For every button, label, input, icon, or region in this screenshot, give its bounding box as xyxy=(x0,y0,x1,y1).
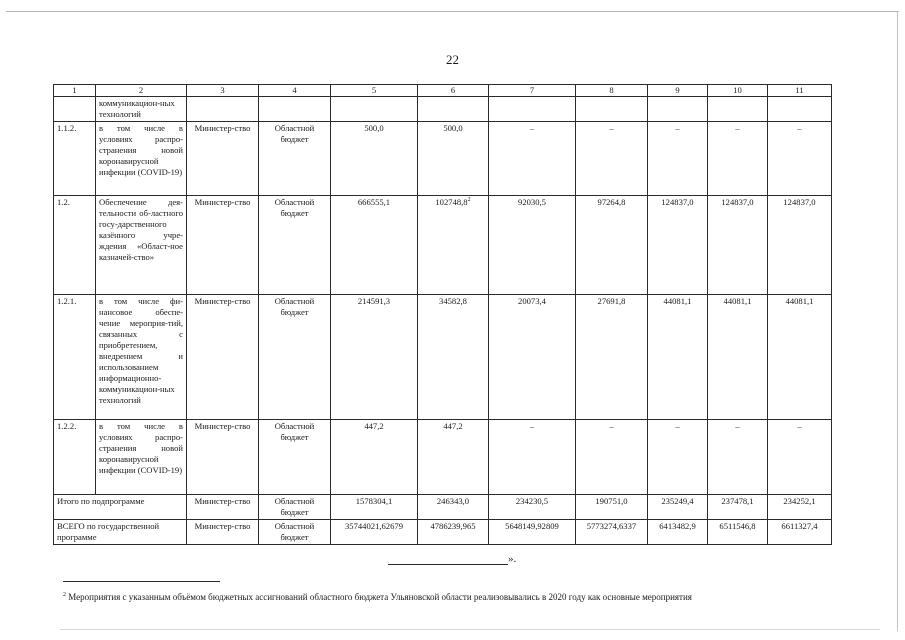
subtotal-col10: 237478,1 xyxy=(708,495,768,520)
cell-col10: – xyxy=(708,420,768,495)
total-col11: 6611327,4 xyxy=(768,520,832,545)
footnote-text: Мероприятия с указанным объёмом бюджетных ассигнований областного бюджета Ульяновской области реализовывались в 2020 году как основные мероприятия xyxy=(68,592,692,602)
subtotal-org: Министер-ство xyxy=(187,495,259,520)
row-number: 1.2. xyxy=(54,196,96,295)
cell-col10: 44081,1 xyxy=(708,295,768,420)
footnote-ref: 2 xyxy=(467,197,471,204)
row-number: 1.2.2. xyxy=(54,420,96,495)
table-row xyxy=(54,295,832,420)
cell-col8: – xyxy=(576,420,648,495)
subtotal-label: Итого по подпрограмме xyxy=(54,495,187,520)
cell-col9: – xyxy=(648,420,708,495)
cell-col5 xyxy=(331,97,418,122)
subtotal-col9: 235249,4 xyxy=(648,495,708,520)
cell-col6: 447,2 xyxy=(418,420,489,495)
cell-col6-value: 102748,8 xyxy=(435,197,468,207)
subtotal-col7: 234230,5 xyxy=(489,495,576,520)
cell-col11: 124837,0 xyxy=(768,196,832,295)
total-col9: 6413482,9 xyxy=(648,520,708,545)
table-row xyxy=(54,122,832,196)
row-org: Министер-ство xyxy=(187,122,259,196)
header-cell: 11 xyxy=(768,85,832,97)
header-cell: 6 xyxy=(418,85,489,97)
cell-col9: 124837,0 xyxy=(648,196,708,295)
subtotal-col8: 190751,0 xyxy=(576,495,648,520)
cell-col7 xyxy=(489,97,576,122)
header-cell: 1 xyxy=(54,85,96,97)
row-source: Областной бюджет xyxy=(259,122,331,196)
subtotal-col5: 1578304,1 xyxy=(331,495,418,520)
closing-mark: ». xyxy=(508,553,517,565)
subtotal-source: Областной бюджет xyxy=(259,495,331,520)
cell-col6 xyxy=(418,196,489,295)
row-number: 1.2.1. xyxy=(54,295,96,420)
header-cell: 4 xyxy=(259,85,331,97)
closing-rule xyxy=(388,554,508,565)
scan-border-right xyxy=(897,11,898,631)
total-row xyxy=(54,520,832,545)
header-cell: 9 xyxy=(648,85,708,97)
footnote-marker: 2 xyxy=(63,592,66,598)
table-row xyxy=(54,97,832,122)
cell-col5: 666555,1 xyxy=(331,196,418,295)
total-col7: 5648149,92809 xyxy=(489,520,576,545)
page-number: 22 xyxy=(446,52,459,67)
cell-col8 xyxy=(576,97,648,122)
total-source: Областной бюджет xyxy=(259,520,331,545)
scan-border-top xyxy=(6,11,899,12)
scan-edge-bottom xyxy=(60,629,880,630)
total-label: ВСЕГО по государственной программе xyxy=(54,520,187,545)
cell-col8: 97264,8 xyxy=(576,196,648,295)
row-org xyxy=(187,97,259,122)
footnote-separator xyxy=(63,581,220,582)
cell-col11: – xyxy=(768,122,832,196)
row-org: Министер-ство xyxy=(187,196,259,295)
table-row xyxy=(54,420,832,495)
header-cell: 5 xyxy=(331,85,418,97)
row-description: Обеспечение дея-тельности об-ластного госу-дарственного казённого учре-ждения «Област-ное казначей-ство» xyxy=(96,196,187,295)
cell-col9: – xyxy=(648,122,708,196)
row-org: Министер-ство xyxy=(187,420,259,495)
cell-col6 xyxy=(418,97,489,122)
row-number: 1.1.2. xyxy=(54,122,96,196)
subtotal-col11: 234252,1 xyxy=(768,495,832,520)
cell-col11: – xyxy=(768,420,832,495)
row-description: в том числе фи-нансовое обеспе-чение мероприя-тий, связанных с приобретением, внедрением и использованием информационно-коммуникацион-ных технологий xyxy=(96,295,187,420)
total-col10: 6511546,8 xyxy=(708,520,768,545)
cell-col11 xyxy=(768,97,832,122)
cell-col9: 44081,1 xyxy=(648,295,708,420)
header-cell: 7 xyxy=(489,85,576,97)
row-source: Областной бюджет xyxy=(259,196,331,295)
total-col5: 35744021,62679 xyxy=(331,520,418,545)
row-number xyxy=(54,97,96,122)
cell-col8: 27691,8 xyxy=(576,295,648,420)
cell-col7: 92030,5 xyxy=(489,196,576,295)
cell-col6: 500,0 xyxy=(418,122,489,196)
total-org: Министер-ство xyxy=(187,520,259,545)
column-number-row xyxy=(54,85,832,97)
cell-col7: – xyxy=(489,420,576,495)
header-cell: 8 xyxy=(576,85,648,97)
row-org: Министер-ство xyxy=(187,295,259,420)
cell-col10: – xyxy=(708,122,768,196)
table-row xyxy=(54,196,832,295)
cell-col5: 214591,3 xyxy=(331,295,418,420)
subtotal-col6: 246343,0 xyxy=(418,495,489,520)
header-cell: 10 xyxy=(708,85,768,97)
cell-col8: – xyxy=(576,122,648,196)
cell-col9 xyxy=(648,97,708,122)
row-source: Областной бюджет xyxy=(259,295,331,420)
row-description: в том числе в условиях распро-странения новой коронавирусной инфекции (COVID-19) xyxy=(96,122,187,196)
cell-col11: 44081,1 xyxy=(768,295,832,420)
cell-col7: – xyxy=(489,122,576,196)
total-col8: 5773274,6337 xyxy=(576,520,648,545)
row-description: коммуникацион-ных технологий xyxy=(96,97,187,122)
footnote xyxy=(63,592,692,602)
row-source: Областной бюджет xyxy=(259,420,331,495)
cell-col10: 124837,0 xyxy=(708,196,768,295)
subtotal-row xyxy=(54,495,832,520)
cell-col5: 500,0 xyxy=(331,122,418,196)
header-cell: 2 xyxy=(96,85,187,97)
cell-col5: 447,2 xyxy=(331,420,418,495)
total-col6: 4786239,965 xyxy=(418,520,489,545)
header-cell: 3 xyxy=(187,85,259,97)
budget-table xyxy=(53,84,832,545)
closing-quote-line xyxy=(388,553,522,565)
cell-col10 xyxy=(708,97,768,122)
cell-col7: 20073,4 xyxy=(489,295,576,420)
cell-col6: 34582,8 xyxy=(418,295,489,420)
row-source xyxy=(259,97,331,122)
row-description: в том числе в условиях распро-странения новой коронавирусной инфекции (COVID-19) xyxy=(96,420,187,495)
